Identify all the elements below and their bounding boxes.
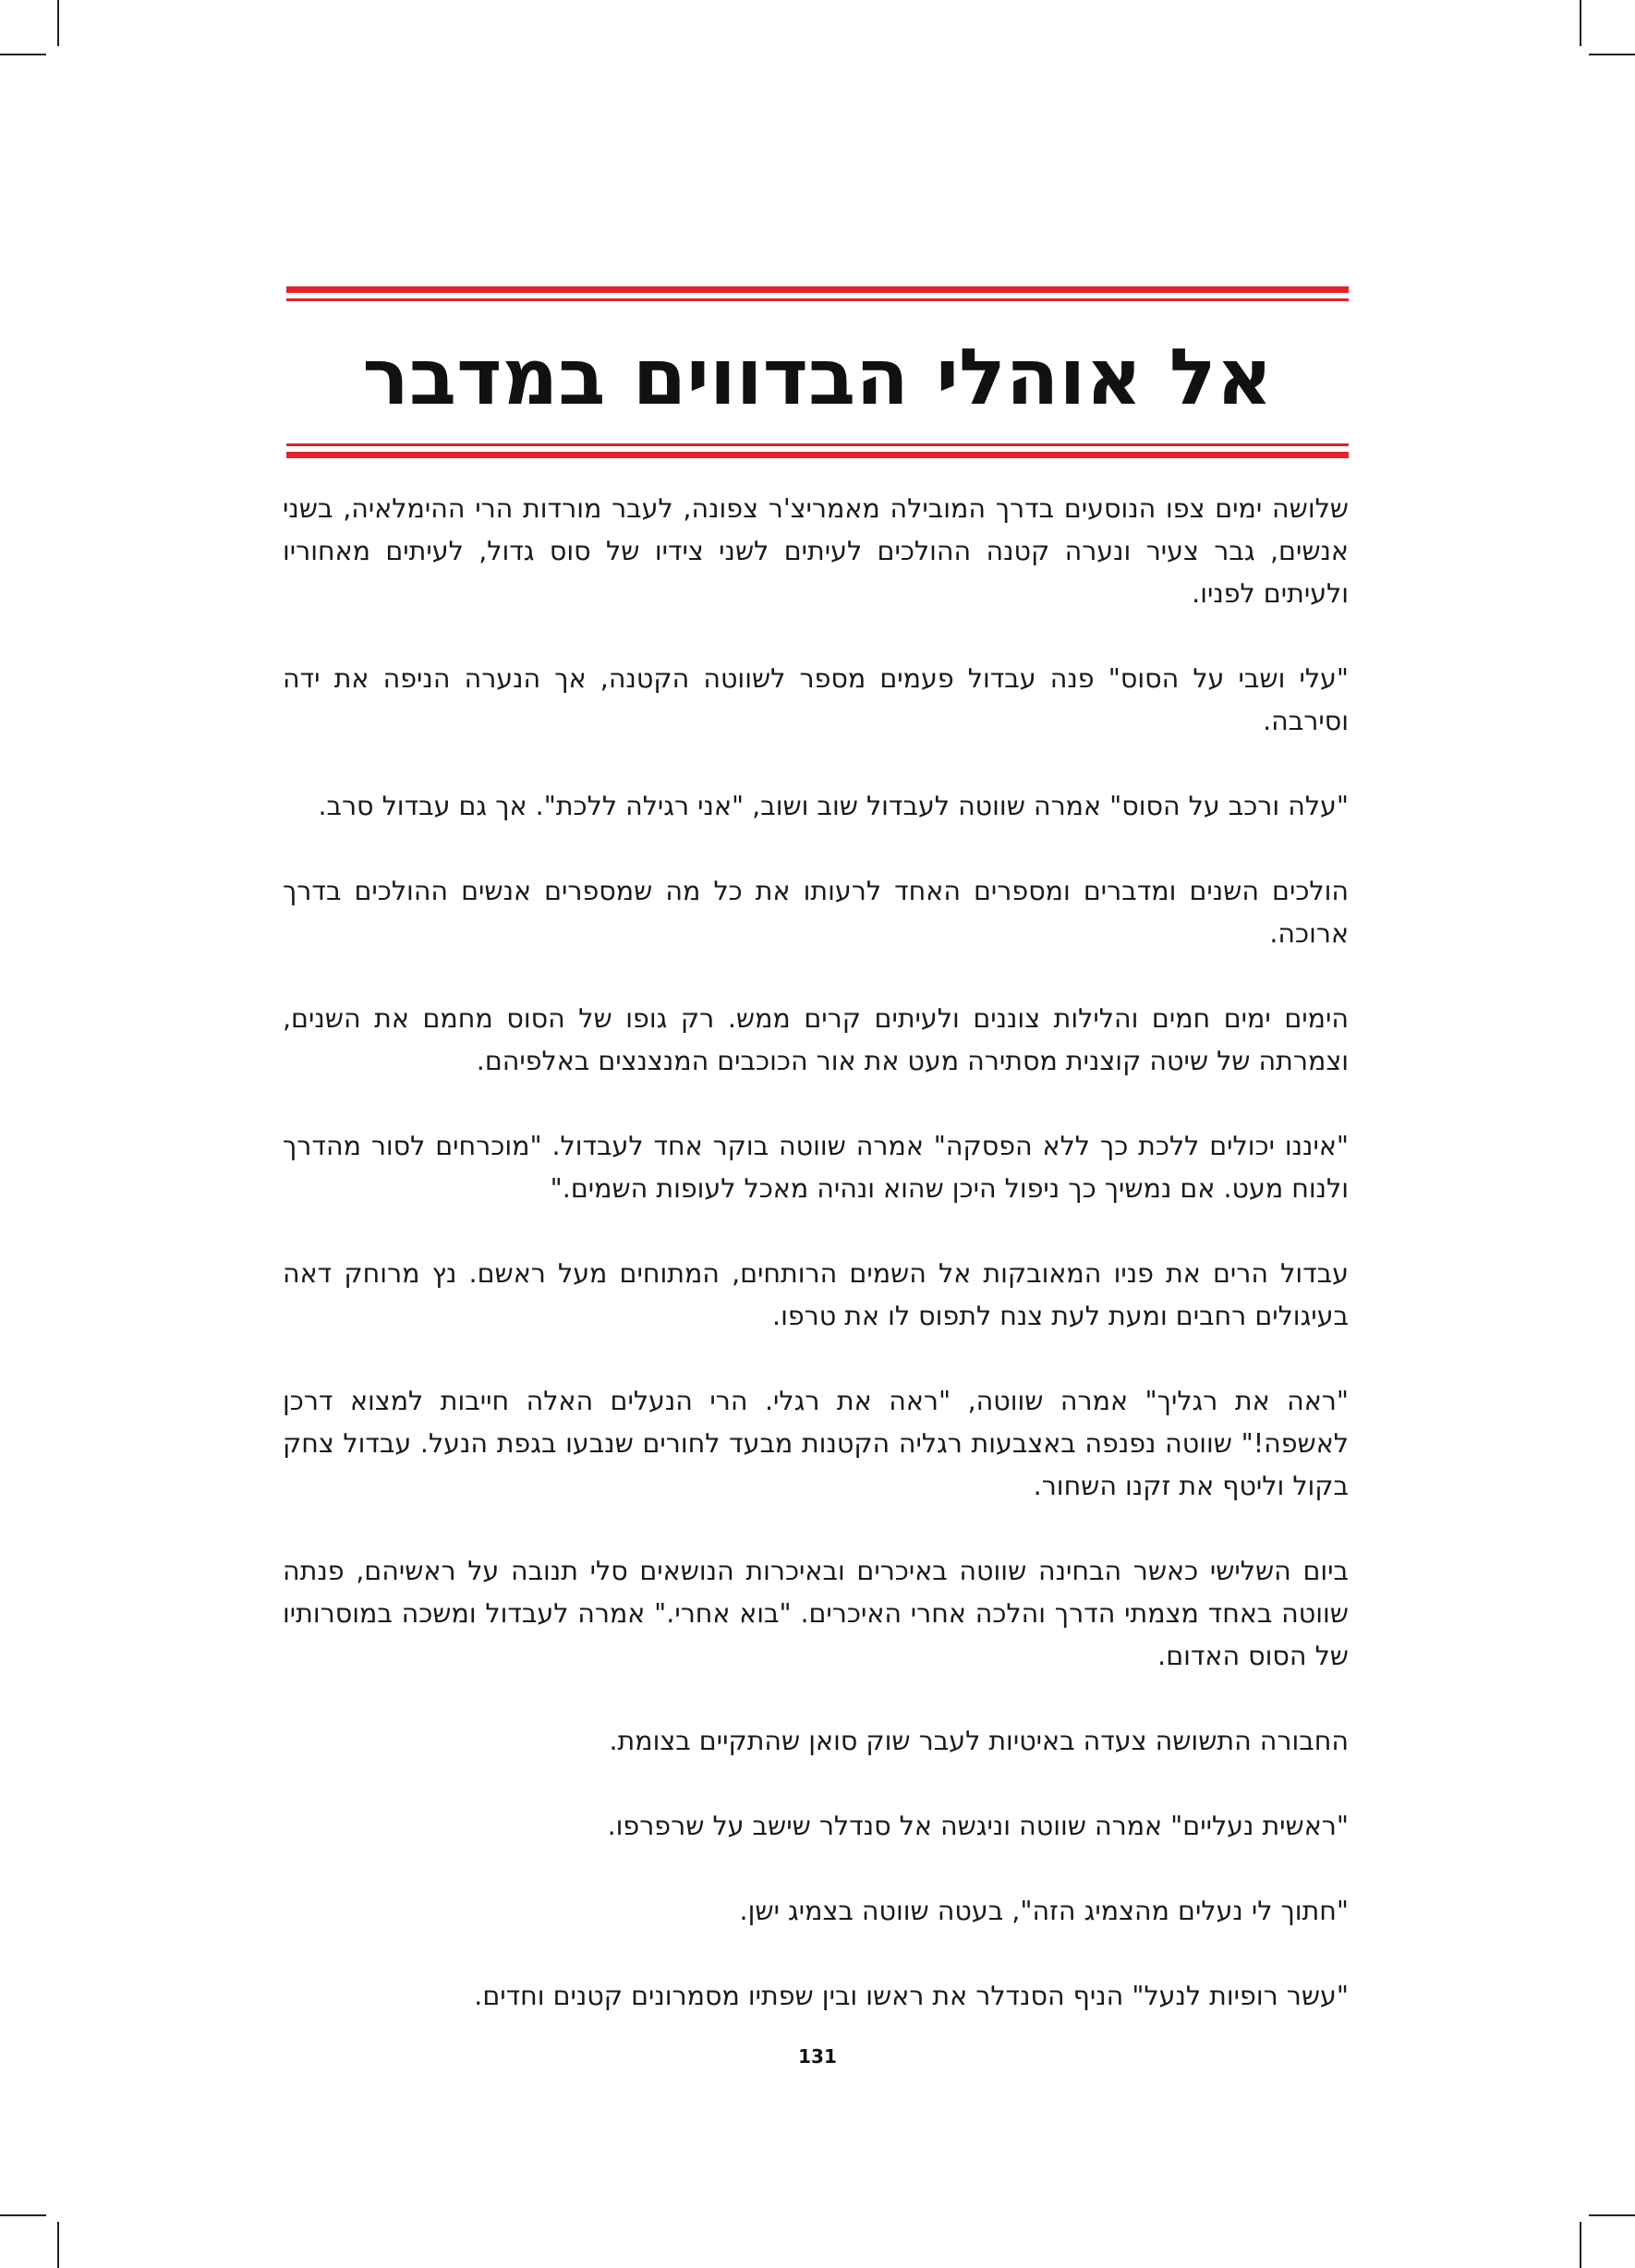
top-rule-thick [286,286,1349,293]
paragraph: "חתוך לי נעלים מהצמיג הזה", בעטה שווטה בצמיג ישן. [739,1896,1349,1926]
top-rule-thin [286,298,1349,301]
crop-mark [0,2214,46,2216]
chapter-title: אל אוהלי הבדווים במדבר [362,332,1273,422]
crop-mark [1580,0,1581,46]
paragraph: עבדול הרים את פניו המאובקות אל השמים הרותחים, המתוחים מעל ראשם. נץ מרוחק דאה בעיגולים רחבים ומעת לעת צנח לתפוס לו את טרפו. [283,1258,1349,1331]
crop-mark [57,2222,59,2268]
paragraph: הולכים השנים ומדברים ומספרים האחד לרעותו את כל מה שמספרים אנשים ההולכים בדרך ארוכה. [283,876,1349,949]
crop-mark [1580,2222,1581,2268]
page-number: 131 [798,2045,837,2068]
bottom-rule-thick [286,452,1349,458]
paragraph: "עלה ורכב על הסוס" אמרה שווטה לעבדול שוב ושוב, "אני רגילה ללכת". אך גם עבדול סרב. [318,791,1349,821]
crop-mark [57,0,59,46]
paragraph: ביום השלישי כאשר הבחינה שווטה באיכרים ובאיכרות הנושאים סלי תנובה על ראשיהם, פנתה שווטה באחד מצמתי הדרך והלכה אחרי האיכרים. "בוא אחרי." אמרה לעבדול ומשכה במוסרותיו של הסוס האדום. [283,1556,1349,1671]
crop-mark [1589,2214,1635,2216]
crop-mark [1589,54,1635,55]
paragraph: שלושה ימים צפו הנוסעים בדרך המובילה מאמריצ'ר צפונה, לעבר מורדות הרי ההימלאיה, בשני אנשים, גבר צעיר ונערה קטנה ההולכים לעיתים לשני צידיו של סוס גדול, לעיתים מאחוריו ולעיתים לפניו. [283,493,1349,609]
paragraph: הימים ימים חמים והלילות צוננים ולעיתים קרים ממש. רק גופו של הסוס מחמם את השנים, וצמרתה של שיטה קוצנית מסתירה מעט את אור הכוכבים המנצנצים באלפיהם. [283,1003,1349,1076]
paragraph: "איננו יכולים ללכת כך ללא הפסקה" אמרה שווטה בוקר אחד לעבדול. "מוכרחים לסור מהדרך ולנוח מעט. אם נמשיך כך ניפול היכן שהוא ונהיה מאכל לעופות השמים." [283,1131,1349,1204]
paragraph: "ראה את רגליך" אמרה שווטה, "ראה את רגלי. הרי הנעלים האלה חייבות למצוא דרכן לאשפה!" שווטה נפנפה באצבעות רגליה הקטנות מבעד לחורים שנבעו בגפת הנעל. עבדול צחק בקול וליטף את זקנו השחור. [283,1386,1349,1501]
chapter-heading [286,286,1349,458]
body-text [283,488,1349,2060]
paragraph: "עלי ושבי על הסוס" פנה עבדול פעמים מספר לשווטה הקטנה, אך הנערה הניפה את ידה וסירבה. [283,663,1349,736]
paragraph: החבורה התשושה צעדה באיטיות לעבר שוק סואן שהתקיים בצומת. [609,1726,1349,1756]
paragraph: "ראשית נעליים" אמרה שווטה וניגשה אל סנדלר שישב על שרפרפו. [607,1811,1349,1841]
paragraph: "עשר רופיות לנעל" הניף הסנדלר את ראשו ובין שפתיו מסמרונים קטנים וחדים. [474,1981,1349,2011]
crop-mark [0,54,46,55]
